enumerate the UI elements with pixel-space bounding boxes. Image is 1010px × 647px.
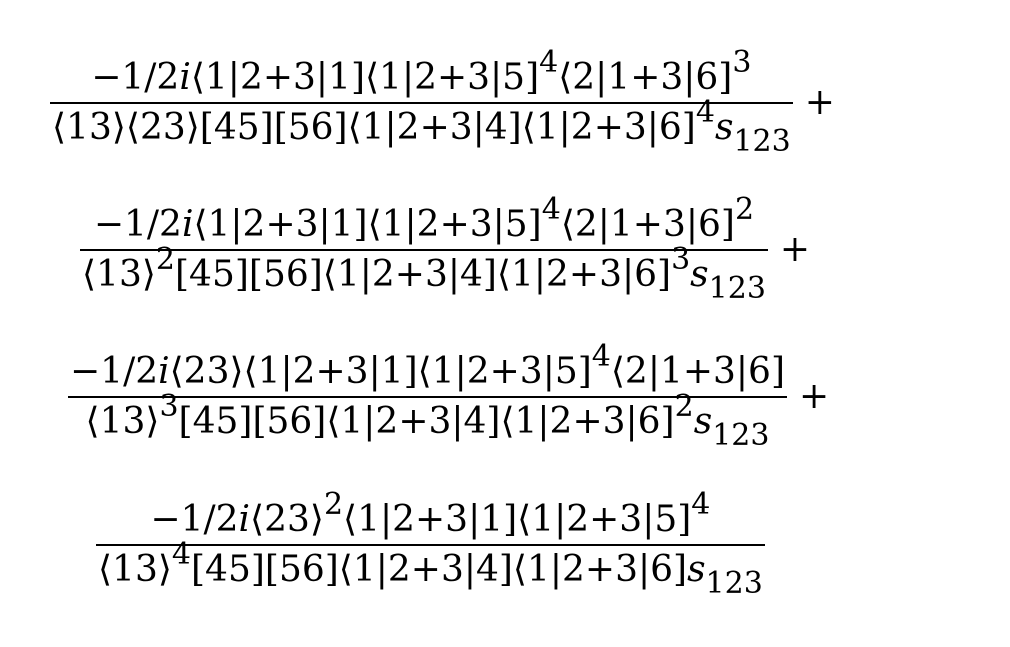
denominator-4: $⟨13⟩^4[45][56]⟨1|2+3|4]⟨1|2+3|6]s_{123}$	[98, 537, 763, 602]
denominator-2: $⟨13⟩^2[45][56]⟨1|2+3|4]⟨1|2+3|6]^3s_{123}$	[82, 242, 766, 307]
term-3	[68, 322, 829, 472]
plus-operator: +	[799, 375, 830, 417]
fraction-2	[80, 192, 768, 307]
plus-operator: +	[804, 81, 835, 123]
denominator-3: $⟨13⟩^3[45][56]⟨1|2+3|4]⟨1|2+3|6]^2s_{123}$	[85, 389, 770, 454]
plus-operator: +	[779, 228, 811, 270]
numerator-2: −1/2i⟨1|2+3|1]⟨1|2+3|5]$^4$⟨2|1+3|6]$^2$	[93, 192, 755, 245]
numerator-3: −1/2i⟨23⟩⟨1|2+3|1]⟨1|2+3|5]$^4$⟨2|1+3|6]	[70, 339, 786, 392]
fraction-1	[50, 45, 793, 160]
fraction-4	[96, 487, 765, 602]
coefficient: −1/2i	[91, 57, 191, 98]
fraction-3	[68, 339, 787, 454]
numerator-1: −1/2i⟨1|2+3|1]⟨1|2+3|5]$^4$⟨2|1+3|6]$^3$	[91, 45, 752, 98]
term-2	[80, 175, 810, 325]
denominator-1: $⟨13⟩⟨23⟩[45][56]⟨1|2+3|4]⟨1|2+3|6]^4s_{123}$	[52, 95, 791, 160]
term-1	[50, 28, 835, 178]
term-4	[96, 470, 765, 620]
numerator-4: −1/2i⟨23⟩$^2$⟨1|2+3|1]⟨1|2+3|5]$^4$	[150, 487, 711, 540]
